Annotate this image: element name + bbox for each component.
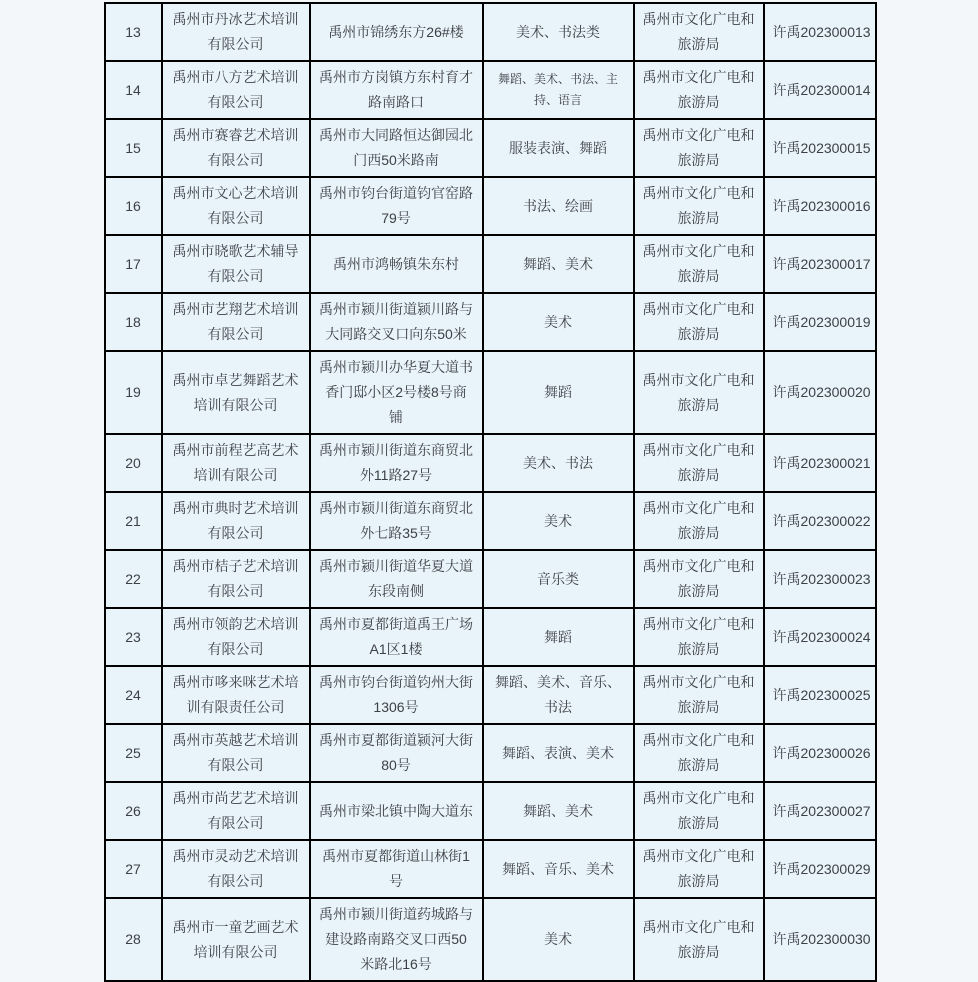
categories-cell: 美术 (483, 492, 634, 550)
table-row (105, 119, 876, 177)
company-name-cell: 禹州市八方艺术培训有限公司 (162, 61, 310, 119)
row-number-cell: 21 (105, 492, 162, 550)
categories-cell: 美术 (483, 293, 634, 351)
address-cell: 禹州市钧台街道钧官窑路79号 (310, 177, 483, 235)
categories-cell: 舞蹈、美术、书法、主持、语言 (483, 61, 634, 119)
company-name-cell: 禹州市艺翔艺术培训有限公司 (162, 293, 310, 351)
license-number-cell: 许禹202300015 (764, 119, 876, 177)
license-number-cell: 许禹202300014 (764, 61, 876, 119)
license-table (104, 2, 877, 982)
categories-cell: 舞蹈 (483, 351, 634, 434)
categories-cell: 舞蹈、音乐、美术 (483, 840, 634, 898)
license-number-cell: 许禹202300017 (764, 235, 876, 293)
address-cell: 禹州市夏都街道禹王广场A1区1楼 (310, 608, 483, 666)
table-row (105, 235, 876, 293)
address-cell: 禹州市颍川街道华夏大道东段南侧 (310, 550, 483, 608)
license-number-cell: 许禹202300024 (764, 608, 876, 666)
license-number-cell: 许禹202300026 (764, 724, 876, 782)
authority-cell: 禹州市文化广电和旅游局 (634, 782, 764, 840)
categories-cell: 美术 (483, 898, 634, 981)
categories-cell: 舞蹈、美术 (483, 235, 634, 293)
license-table-body (105, 3, 876, 981)
table-row (105, 782, 876, 840)
company-name-cell: 禹州市卓艺舞蹈艺术培训有限公司 (162, 351, 310, 434)
license-number-cell: 许禹202300021 (764, 434, 876, 492)
authority-cell: 禹州市文化广电和旅游局 (634, 351, 764, 434)
company-name-cell: 禹州市哆来咪艺术培训有限责任公司 (162, 666, 310, 724)
categories-cell: 美术、书法 (483, 434, 634, 492)
company-name-cell: 禹州市文心艺术培训有限公司 (162, 177, 310, 235)
authority-cell: 禹州市文化广电和旅游局 (634, 293, 764, 351)
categories-cell: 服装表演、舞蹈 (483, 119, 634, 177)
table-row (105, 61, 876, 119)
table-row (105, 840, 876, 898)
authority-cell: 禹州市文化广电和旅游局 (634, 177, 764, 235)
address-cell: 禹州市夏都街道山林街1号 (310, 840, 483, 898)
authority-cell: 禹州市文化广电和旅游局 (634, 119, 764, 177)
categories-cell: 舞蹈、美术 (483, 782, 634, 840)
row-number-cell: 23 (105, 608, 162, 666)
address-cell: 禹州市大同路恒达御园北门西50米路南 (310, 119, 483, 177)
company-name-cell: 禹州市典时艺术培训有限公司 (162, 492, 310, 550)
address-cell: 禹州市颍川街道东商贸北外11路27号 (310, 434, 483, 492)
categories-cell: 书法、绘画 (483, 177, 634, 235)
license-number-cell: 许禹202300013 (764, 3, 876, 61)
row-number-cell: 15 (105, 119, 162, 177)
address-cell: 禹州市钧台街道钧州大街1306号 (310, 666, 483, 724)
row-number-cell: 16 (105, 177, 162, 235)
table-row (105, 666, 876, 724)
license-number-cell: 许禹202300022 (764, 492, 876, 550)
license-number-cell: 许禹202300029 (764, 840, 876, 898)
table-row (105, 177, 876, 235)
license-number-cell: 许禹202300025 (764, 666, 876, 724)
categories-cell: 音乐类 (483, 550, 634, 608)
authority-cell: 禹州市文化广电和旅游局 (634, 550, 764, 608)
row-number-cell: 22 (105, 550, 162, 608)
company-name-cell: 禹州市晓歌艺术辅导有限公司 (162, 235, 310, 293)
table-row (105, 550, 876, 608)
address-cell: 禹州市颍川街道东商贸北外七路35号 (310, 492, 483, 550)
license-number-cell: 许禹202300019 (764, 293, 876, 351)
row-number-cell: 20 (105, 434, 162, 492)
table-row (105, 434, 876, 492)
license-table-container (104, 2, 875, 982)
address-cell: 禹州市梁北镇中陶大道东 (310, 782, 483, 840)
address-cell: 禹州市夏都街道颍河大街80号 (310, 724, 483, 782)
row-number-cell: 28 (105, 898, 162, 981)
authority-cell: 禹州市文化广电和旅游局 (634, 3, 764, 61)
company-name-cell: 禹州市领韵艺术培训有限公司 (162, 608, 310, 666)
categories-cell: 舞蹈、表演、美术 (483, 724, 634, 782)
authority-cell: 禹州市文化广电和旅游局 (634, 235, 764, 293)
table-row (105, 3, 876, 61)
address-cell: 禹州市鸿畅镇朱东村 (310, 235, 483, 293)
table-row (105, 898, 876, 981)
address-cell: 禹州市方岗镇方东村育才路南路口 (310, 61, 483, 119)
license-number-cell: 许禹202300020 (764, 351, 876, 434)
company-name-cell: 禹州市一童艺画艺术培训有限公司 (162, 898, 310, 981)
address-cell: 禹州市锦绣东方26#楼 (310, 3, 483, 61)
table-row (105, 293, 876, 351)
row-number-cell: 13 (105, 3, 162, 61)
license-number-cell: 许禹202300027 (764, 782, 876, 840)
address-cell: 禹州市颍川街道药城路与建设路南路交叉口西50米路北16号 (310, 898, 483, 981)
row-number-cell: 19 (105, 351, 162, 434)
row-number-cell: 25 (105, 724, 162, 782)
company-name-cell: 禹州市尚艺艺术培训有限公司 (162, 782, 310, 840)
categories-cell: 舞蹈、美术、音乐、书法 (483, 666, 634, 724)
table-row (105, 608, 876, 666)
company-name-cell: 禹州市赛睿艺术培训有限公司 (162, 119, 310, 177)
authority-cell: 禹州市文化广电和旅游局 (634, 666, 764, 724)
authority-cell: 禹州市文化广电和旅游局 (634, 898, 764, 981)
license-number-cell: 许禹202300030 (764, 898, 876, 981)
categories-cell: 舞蹈 (483, 608, 634, 666)
license-number-cell: 许禹202300016 (764, 177, 876, 235)
address-cell: 禹州市颍川街道颍川路与大同路交叉口向东50米 (310, 293, 483, 351)
authority-cell: 禹州市文化广电和旅游局 (634, 608, 764, 666)
table-row (105, 351, 876, 434)
license-number-cell: 许禹202300023 (764, 550, 876, 608)
row-number-cell: 18 (105, 293, 162, 351)
company-name-cell: 禹州市灵动艺术培训有限公司 (162, 840, 310, 898)
company-name-cell: 禹州市英越艺术培训有限公司 (162, 724, 310, 782)
authority-cell: 禹州市文化广电和旅游局 (634, 492, 764, 550)
address-cell: 禹州市颍川办华夏大道书香门邸小区2号楼8号商铺 (310, 351, 483, 434)
authority-cell: 禹州市文化广电和旅游局 (634, 61, 764, 119)
row-number-cell: 17 (105, 235, 162, 293)
authority-cell: 禹州市文化广电和旅游局 (634, 724, 764, 782)
company-name-cell: 禹州市丹冰艺术培训有限公司 (162, 3, 310, 61)
company-name-cell: 禹州市前程艺高艺术培训有限公司 (162, 434, 310, 492)
table-row (105, 492, 876, 550)
row-number-cell: 26 (105, 782, 162, 840)
authority-cell: 禹州市文化广电和旅游局 (634, 840, 764, 898)
categories-cell: 美术、书法类 (483, 3, 634, 61)
row-number-cell: 27 (105, 840, 162, 898)
row-number-cell: 24 (105, 666, 162, 724)
authority-cell: 禹州市文化广电和旅游局 (634, 434, 764, 492)
row-number-cell: 14 (105, 61, 162, 119)
table-row (105, 724, 876, 782)
company-name-cell: 禹州市桔子艺术培训有限公司 (162, 550, 310, 608)
